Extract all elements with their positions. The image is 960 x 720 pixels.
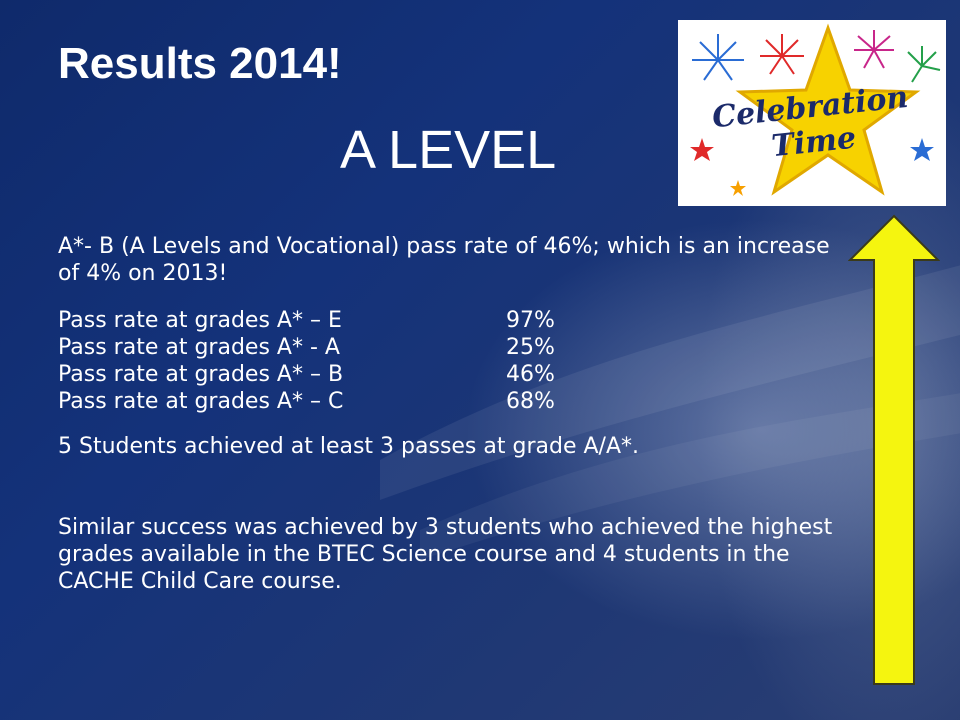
pass-rate-row: [58, 361, 848, 388]
pass-rate-row: [58, 334, 848, 361]
similar-success-text: Similar success was achieved by 3 students who achieved the highest grades available in the BTEC Science course and 4 students in the CACHE Child Care course.: [58, 515, 833, 594]
pass-rate-row: [58, 388, 848, 415]
slide-title: Results 2014!: [58, 39, 342, 88]
pass-rate-label: Pass rate at grades A* – E: [58, 308, 342, 333]
pass-rate-row: [58, 307, 848, 334]
slide-subtitle: A LEVEL: [340, 120, 557, 180]
pass-rate-label: Pass rate at grades A* - A: [58, 335, 340, 360]
pass-rate-value: 97%: [506, 308, 555, 333]
celebration-time-image: [678, 20, 946, 206]
slide-body: [58, 233, 848, 595]
pass-rate-value: 25%: [506, 335, 555, 360]
pass-rate-value: 68%: [506, 389, 555, 414]
up-arrow-icon: [848, 214, 940, 686]
pass-rate-label: Pass rate at grades A* – B: [58, 362, 344, 387]
achievement-text: 5 Students achieved at least 3 passes at grade A/A*.: [58, 434, 639, 459]
logo-text: Celebration Time: [710, 79, 910, 165]
pass-rate-label: Pass rate at grades A* – C: [58, 389, 344, 414]
pass-rate-list: [58, 307, 848, 415]
intro-text: A*- B (A Levels and Vocational) pass rate of 46%; which is an increase of 4% on 2013!: [58, 234, 830, 286]
pass-rate-value: 46%: [506, 362, 555, 387]
